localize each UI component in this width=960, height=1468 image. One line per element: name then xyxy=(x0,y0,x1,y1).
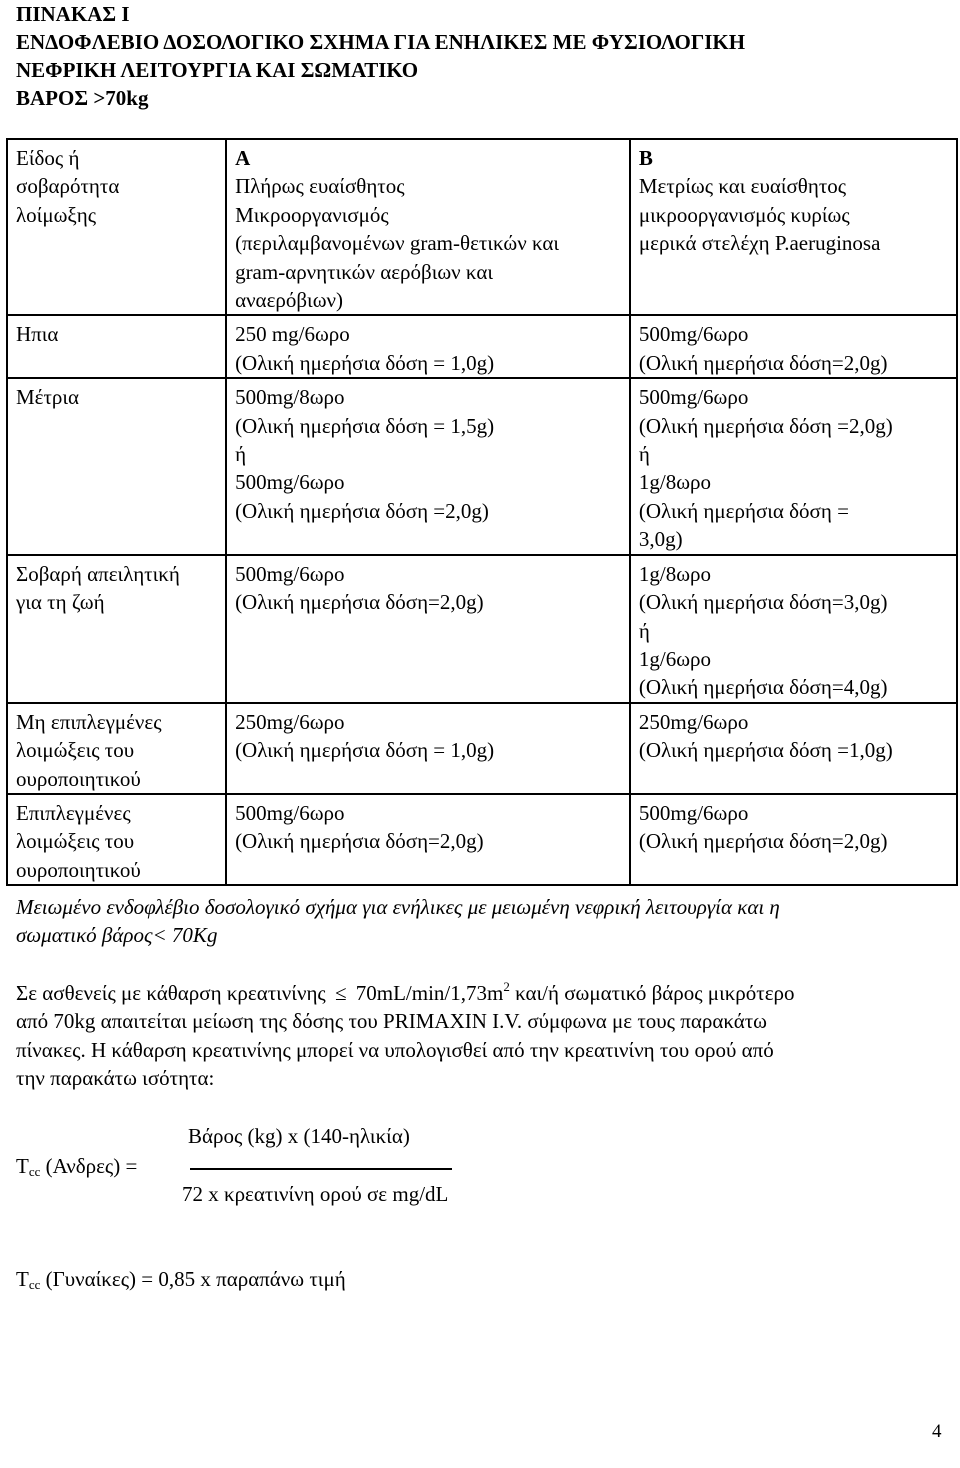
table-row xyxy=(7,703,957,794)
paragraph-line: την παρακάτω ισότητα: xyxy=(16,1066,215,1091)
dose-a-cell: 500mg/6ωρο (Ολική ημερήσια δόση=2,0g) xyxy=(226,555,630,703)
table-row xyxy=(7,794,957,885)
dose-a-cell: 250mg/6ωρο (Ολική ημερήσια δόση = 1,0g) xyxy=(226,703,630,794)
dose-b-cell: 1g/8ωρο (Ολική ημερήσια δόση=3,0g) ή 1g/6ωρο (Ολική ημερήσια δόση=4,0g) xyxy=(630,555,957,703)
heading-line: ΕΝΔΟΦΛΕΒΙΟ ΔΟΣΟΛΟΓΙΚΟ ΣΧΗΜΑ ΓΙΑ ΕΝΗΛΙΚΕΣ ΜΕ ΦΥΣΙΟΛΟΓΙΚΗ xyxy=(16,30,746,54)
header-cell-a: Α Πλήρως ευαίσθητος Μικροοργανισμός (περιλαμβανομένων gram-θετικών και gram-αρνητικών αερόβιων και αναερόβιων) xyxy=(226,139,630,315)
heading-line: ΒΑΡΟΣ >70kg xyxy=(16,86,149,110)
column-b-title: Β xyxy=(638,146,653,170)
dose-b-cell: 500mg/6ωρο (Ολική ημερήσια δόση=2,0g) xyxy=(630,315,957,378)
table-row xyxy=(7,555,957,703)
severity-cell: Ηπια xyxy=(7,315,226,378)
severity-cell: Μέτρια xyxy=(7,378,226,554)
table-row xyxy=(7,378,957,554)
formula-denominator: 72 x κρεατινίνη ορού σε mg/dL xyxy=(182,1182,449,1206)
dosage-table xyxy=(6,138,958,886)
severity-cell: Επιπλεγμένες λοιμώξεις του ουροποιητικού xyxy=(7,794,226,885)
column-a-title: Α xyxy=(235,146,251,170)
paragraph-line: από 70kg απαιτείται μείωση της δόσης του PRIMAXIN I.V. σύμφωνα με τους παρακάτω xyxy=(16,1009,767,1034)
severity-cell: Μη επιπλεγμένες λοιμώξεις του ουροποιητικού xyxy=(7,703,226,794)
header-cell-severity: Είδος ή σοβαρότητα λοίμωξης xyxy=(7,139,226,315)
formula-male-label: $T_{cc}$ (Ανδρες) = xyxy=(16,1154,138,1179)
paragraph-line: πίνακες. Η κάθαρση κρεατινίνης μπορεί να υπολογισθεί από την κρεατινίνη του ορού από xyxy=(16,1037,774,1062)
formula-numerator: Βάρος (kg) x (140-ηλικία) xyxy=(188,1124,410,1148)
dose-a-cell: 500mg/6ωρο (Ολική ημερήσια δόση=2,0g) xyxy=(226,794,630,885)
page-number: 4 xyxy=(932,1421,942,1442)
table-row xyxy=(7,315,957,378)
heading-line: ΠΙΝΑΚΑΣ Ι xyxy=(16,2,130,26)
reduced-dosage-title: Μειωμένο ενδοφλέβιο δοσολογικό σχήμα για ενήλικες με μειωμένη νεφρική λειτουργία και η σωματικό βάρος< 70Kg xyxy=(16,895,780,948)
table-header-row xyxy=(7,139,957,315)
header-cell-b: Β Μετρίως και ευαίσθητος μικροοργανισμός κυρίως μερικά στελέχη P.aeruginosa xyxy=(630,139,957,315)
dose-b-cell: 250mg/6ωρο (Ολική ημερήσια δόση =1,0g) xyxy=(630,703,957,794)
heading-line: ΝΕΦΡΙΚΗ ΛΕΙΤΟΥΡΓΙΑ ΚΑΙ ΣΩΜΑΤΙΚΟ xyxy=(16,58,419,82)
dose-b-cell: 500mg/6ωρο (Ολική ημερήσια δόση=2,0g) xyxy=(630,794,957,885)
dose-a-cell: 250 mg/6ωρο (Ολική ημερήσια δόση = 1,0g) xyxy=(226,315,630,378)
dose-b-cell: 500mg/6ωρο (Ολική ημερήσια δόση =2,0g) ή 1g/8ωρο (Ολική ημερήσια δόση = 3,0g) xyxy=(630,378,957,554)
dose-a-cell: 500mg/8ωρο (Ολική ημερήσια δόση = 1,5g) ή 500mg/6ωρο (Ολική ημερήσια δόση =2,0g) xyxy=(226,378,630,554)
document-heading xyxy=(16,0,745,112)
less-or-equal-symbol: ≤ xyxy=(334,981,347,1005)
paragraph-line: Σε ασθενείς με κάθαρση $\kappa\rho\varepsilon\alpha\tau\iota\nu ί\nu\eta\varsigma \le 70mL/\min/1,73m^2$ και/ή σωματικό βάρος μικρότερο xyxy=(16,979,946,1007)
creatinine-paragraph xyxy=(16,979,946,1093)
severity-cell: Σοβαρή απειλητική για τη ζωή xyxy=(7,555,226,703)
formula-female: $T_{cc}$ (Γυναίκες) = 0,85 x παραπάνω τιμή xyxy=(16,1267,346,1292)
fraction-bar xyxy=(190,1168,452,1170)
